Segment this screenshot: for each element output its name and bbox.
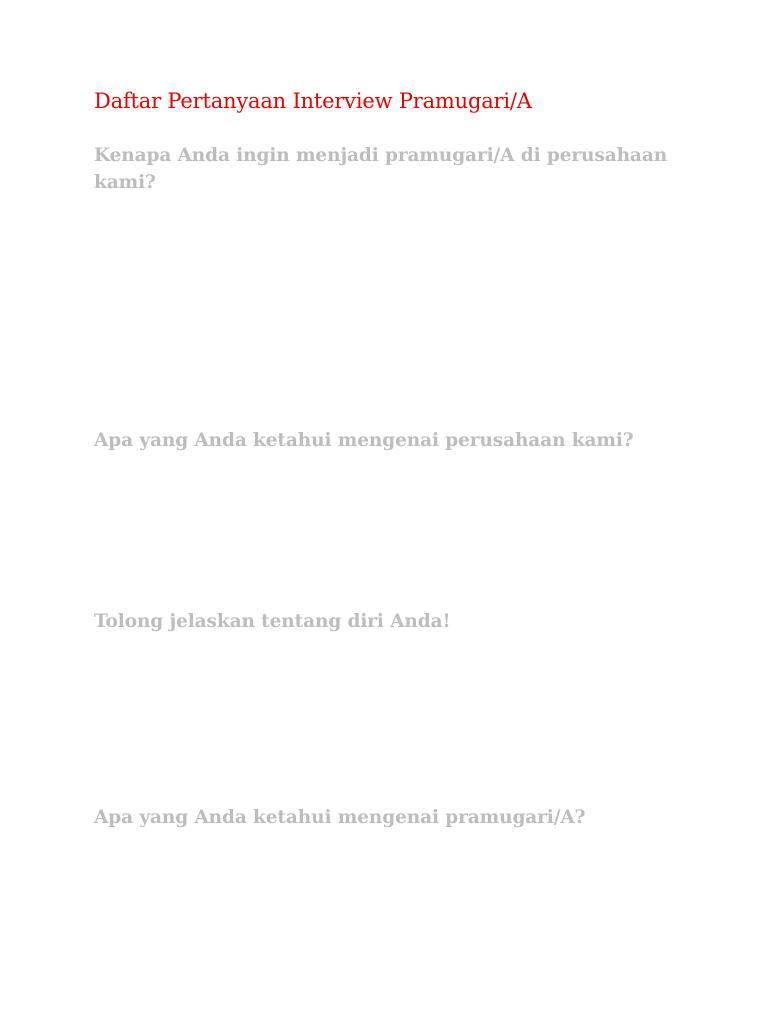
question-2: Apa yang Anda ketahui mengenai perusahaan kami? <box>94 430 634 451</box>
question-4: Apa yang Anda ketahui mengenai pramugari/A? <box>94 807 586 828</box>
question-3: Tolong jelaskan tentang diri Anda! <box>94 611 451 632</box>
document-title: Daftar Pertanyaan Interview Pramugari/A <box>94 89 532 113</box>
question-1: Kenapa Anda ingin menjadi pramugari/A di perusahaan kami? <box>94 145 668 193</box>
